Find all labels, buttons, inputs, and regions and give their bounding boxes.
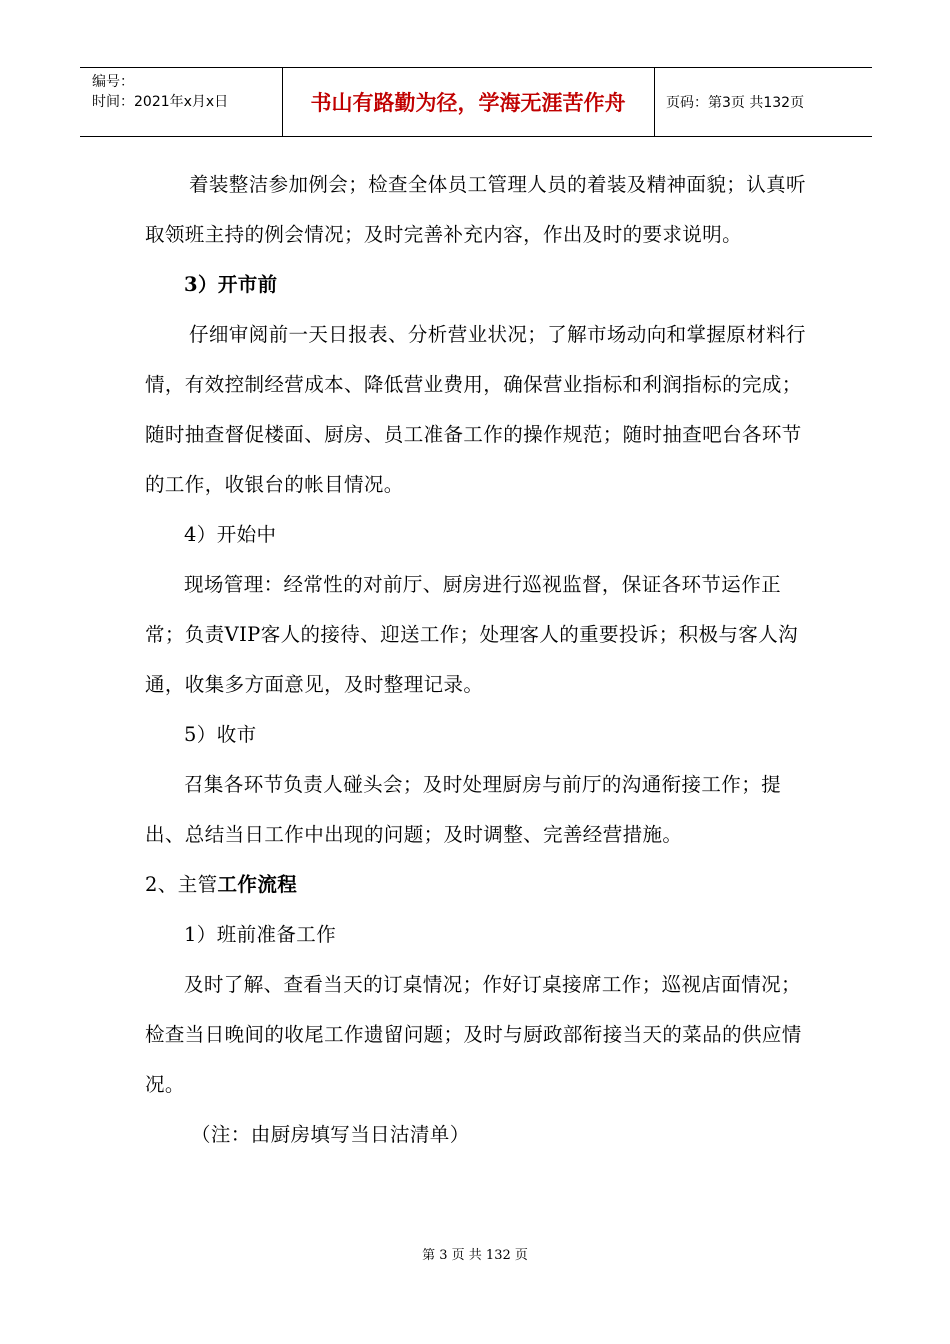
heading-before-opening: 3）开市前	[184, 273, 278, 296]
heading-during-business: 4）开始中	[184, 523, 277, 546]
page-footer: 第 3 页 共 132 页	[422, 1248, 528, 1263]
section-heading-prefix: 2、主管	[145, 873, 218, 896]
heading-closing: 5）收市	[184, 723, 257, 746]
paragraph-closing: 召集各环节负责人碰头会；及时处理厨房与前厅的沟通衔接工作；提出、总结当日工作中出现的问题；及时调整、完善经营措施。	[145, 773, 782, 846]
page-header	[80, 67, 872, 137]
note-text: （注：由厨房填写当日沽清单）	[191, 1123, 470, 1146]
section-heading-bold: 工作流程	[217, 873, 298, 896]
paragraph-pre-shift: 及时了解、查看当天的订桌情况；作好订桌接席工作；巡视店面情况；检查当日晚间的收尾工作遗留问题；及时与厨政部衔接当天的菜品的供应情况。	[145, 973, 802, 1096]
header-page-info: 页码：第3页 共132页	[666, 95, 805, 111]
paragraph-during-business: 现场管理：经常性的对前厅、厨房进行巡视监督，保证各环节运作正常；负责VIP客人的接待、迎送工作；处理客人的重要投诉；积极与客人沟通，收集多方面意见，及时整理记录。	[145, 573, 799, 696]
document-body	[145, 160, 815, 1160]
header-meta	[92, 72, 228, 112]
paragraph-before-opening: 仔细审阅前一天日报表、分析营业状况；了解市场动向和掌握原材料行情，有效控制经营成本、降低营业费用，确保营业指标和利润指标的完成；随时抽查督促楼面、厨房、员工准备工作的操作规范；随时抽查吧台各环节的工作，收银台的帐目情况。	[145, 323, 806, 496]
heading-pre-shift: 1）班前准备工作	[184, 923, 337, 946]
header-divider-right	[654, 68, 655, 136]
header-number: 编号：	[92, 74, 134, 90]
header-time: 时间：2021年x月x日	[92, 94, 229, 110]
section-heading-supervisor	[145, 860, 815, 910]
header-motto: 书山有路勤为径，学海无涯苦作舟	[310, 91, 626, 115]
paragraph-meeting: 着装整洁参加例会；检查全体员工管理人员的着装及精神面貌；认真听取领班主持的例会情况；及时完善补充内容，作出及时的要求说明。	[145, 173, 806, 246]
